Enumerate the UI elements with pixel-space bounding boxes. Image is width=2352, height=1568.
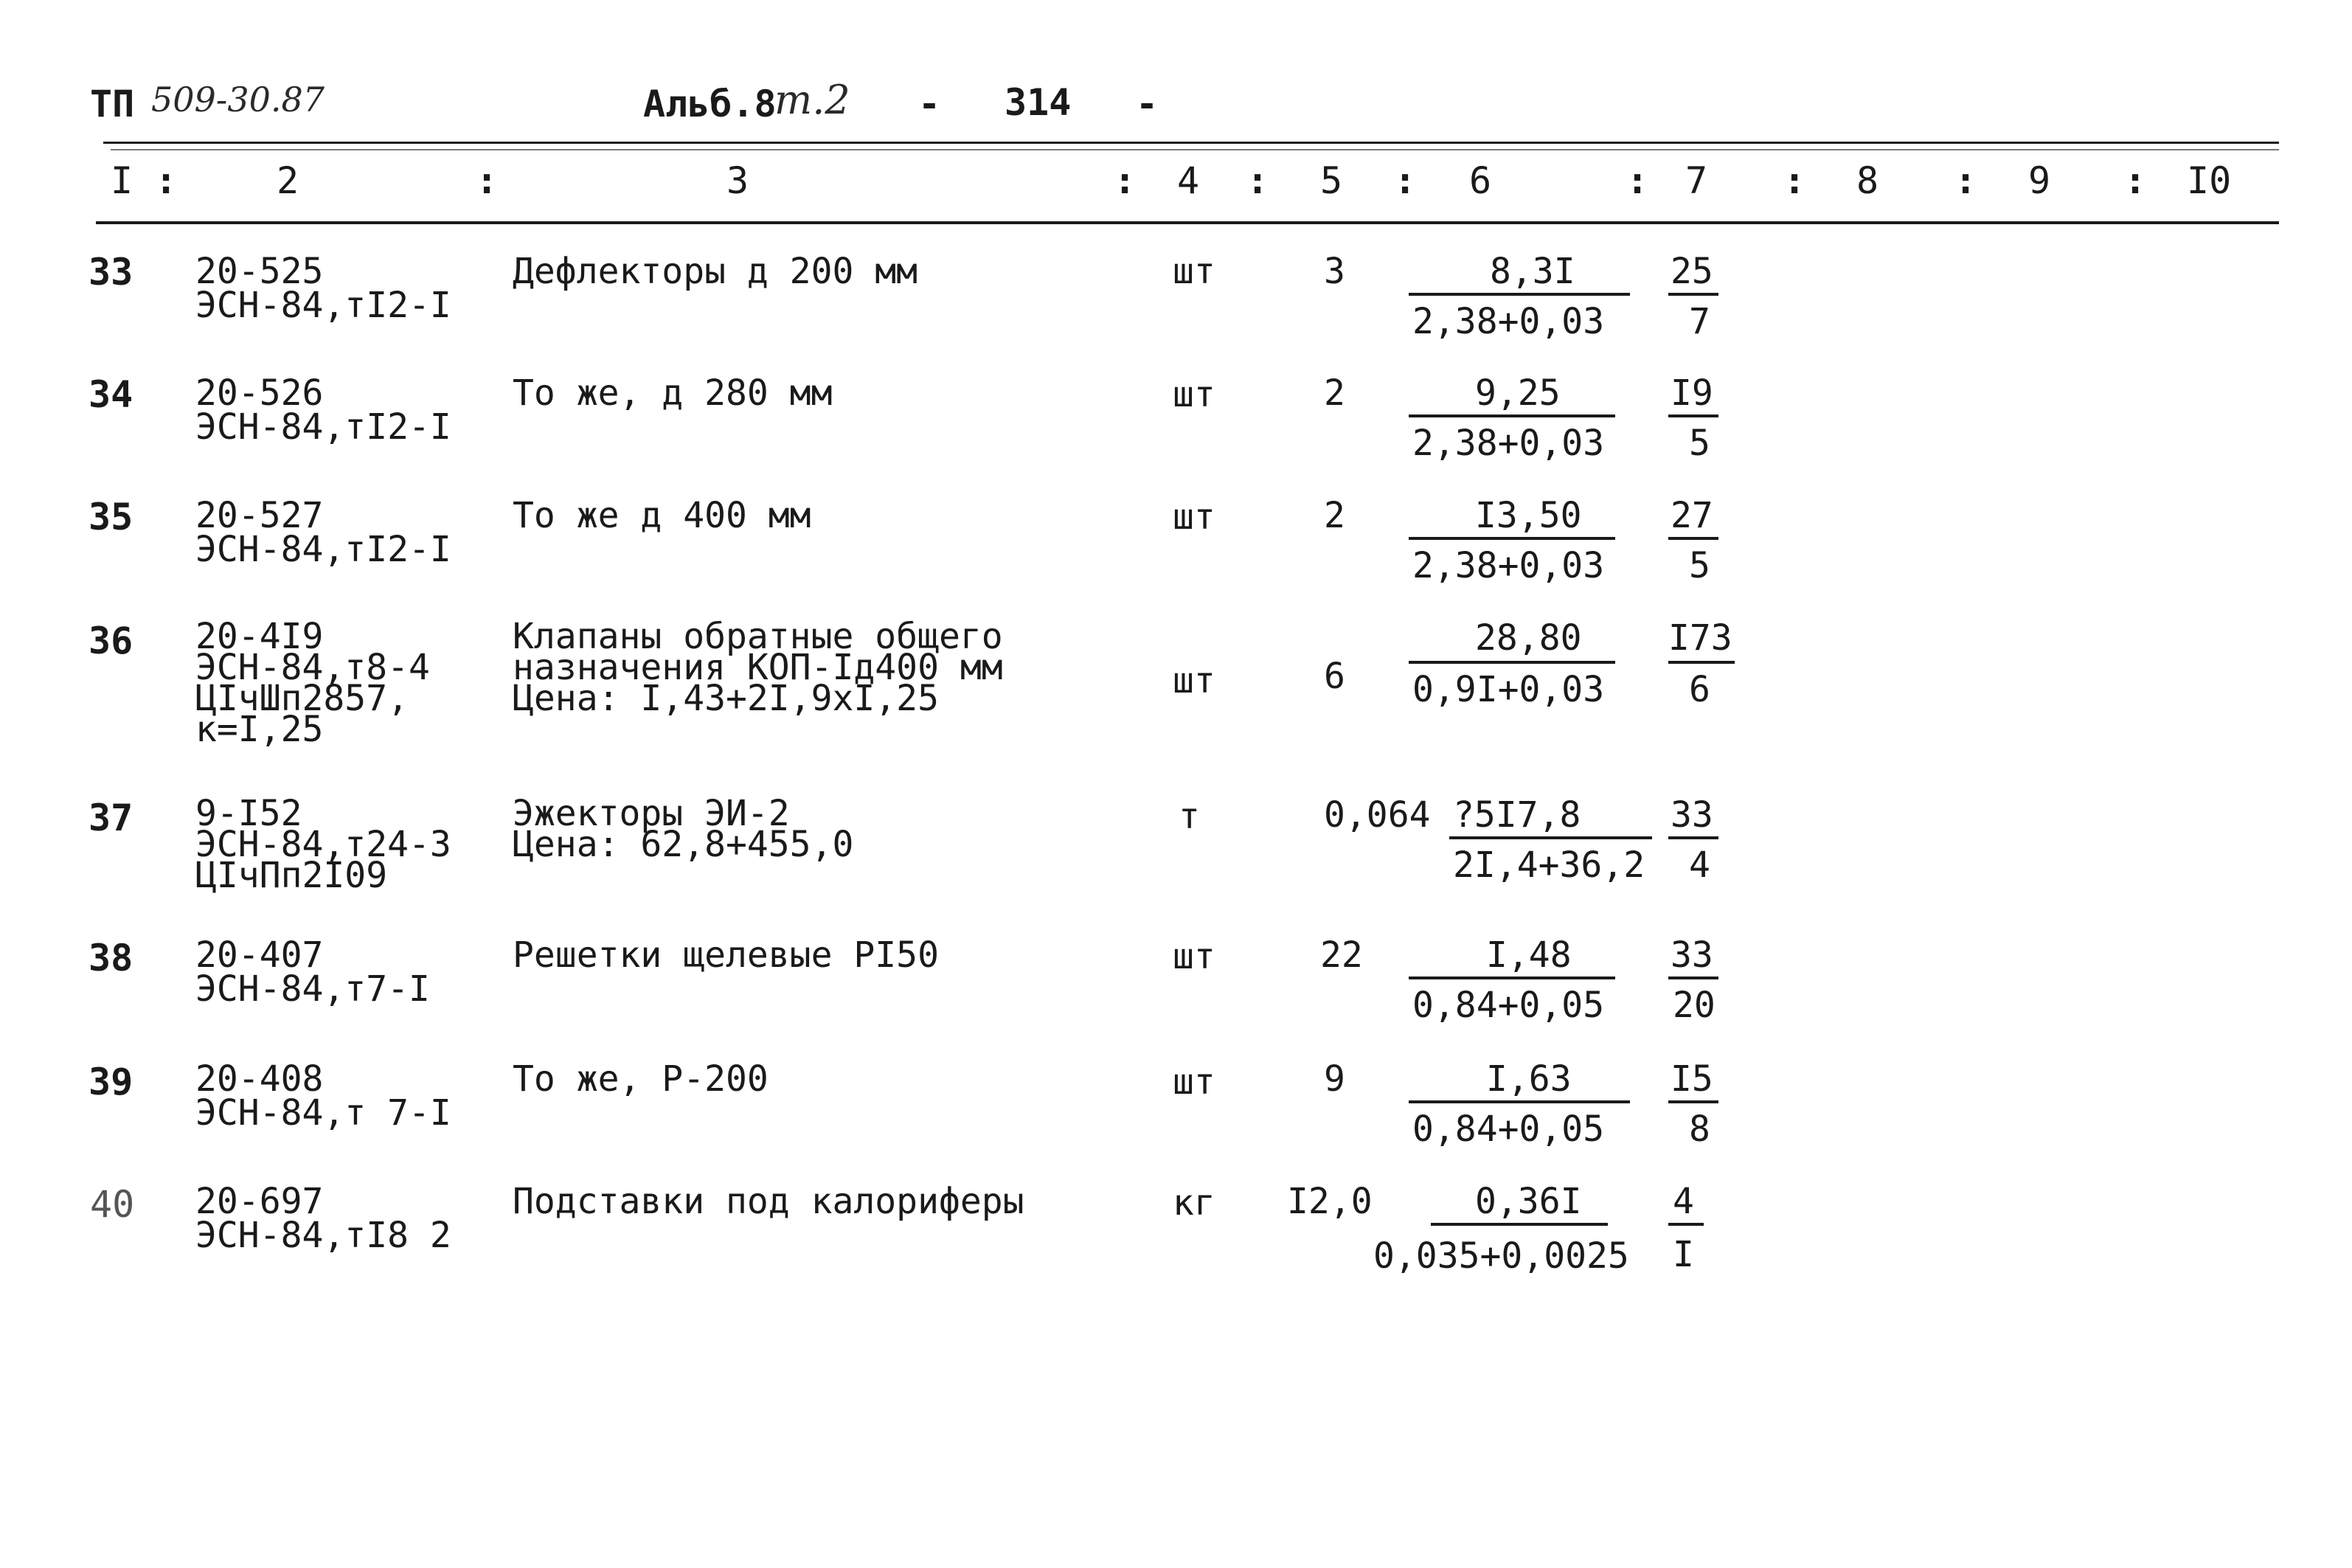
description: То же, д 280 мм (513, 372, 833, 414)
description: Подставки под калориферы (513, 1181, 1024, 1222)
col-separator: : (1114, 159, 1137, 202)
total-underline (1668, 661, 1735, 664)
quantity: 2 (1324, 372, 1345, 414)
doc-code-handwritten: 509-30.87 (151, 80, 325, 119)
header-dash-right: - (1136, 83, 1159, 125)
unit: т (1179, 796, 1200, 837)
fraction-line (1409, 976, 1615, 979)
total-cost: 33 (1671, 934, 1713, 976)
unit-price-wages: 0,035+0,0025 (1373, 1235, 1629, 1277)
row-number: 37 (89, 797, 133, 839)
col-separator: : (1783, 159, 1806, 202)
norm-code: 9-I52 ЭСН-84,т24-3 ЦIчПп2I09 (195, 793, 451, 896)
total-underline (1668, 836, 1718, 839)
album-handwritten: т.2 (774, 77, 850, 123)
description: Эжекторы ЭИ-2 Цена: 62,8+455,0 (513, 793, 854, 865)
header-rule-second (111, 149, 2279, 150)
row-number: 34 (89, 373, 133, 416)
header-dash-left: - (918, 83, 941, 125)
total-wages: 20 (1673, 985, 1716, 1026)
col-header-10: I0 (2187, 159, 2232, 202)
unit-price-total: 0,36I (1475, 1181, 1582, 1222)
unit: шт (1173, 936, 1215, 977)
quantity: 2 (1324, 495, 1345, 536)
row-number: 38 (89, 937, 133, 979)
total-wages: 7 (1689, 301, 1710, 342)
unit-price-total: 28,80 (1475, 617, 1582, 659)
fraction-line (1449, 836, 1652, 839)
unit: шт (1173, 374, 1215, 415)
unit-price-total: ?5I7,8 (1453, 794, 1581, 836)
column-header-rule (96, 221, 2279, 224)
description: То же, Р-200 (513, 1058, 769, 1100)
norm-code: 20-526 ЭСН-84,тI2-I (195, 372, 451, 448)
quantity: 6 (1324, 656, 1345, 697)
unit-price-wages: 0,84+0,05 (1412, 985, 1605, 1026)
norm-code: 20-697 ЭСН-84,тI8 2 (195, 1181, 451, 1256)
col-header-4: 4 (1177, 159, 1200, 202)
unit-price-total: 8,3I (1490, 251, 1575, 292)
norm-code: 20-525 ЭСН-84,тI2-I (195, 251, 451, 326)
row-number: 39 (89, 1061, 133, 1103)
fraction-line (1409, 661, 1615, 664)
unit-price-wages: 2,38+0,03 (1412, 423, 1605, 464)
total-underline (1668, 293, 1718, 296)
norm-code: 20-408 ЭСН-84,т 7-I (195, 1058, 451, 1134)
quantity: 22 (1320, 934, 1363, 976)
col-header-8: 8 (1856, 159, 1879, 202)
fraction-line (1409, 414, 1615, 417)
description: Решетки щелевые PI50 (513, 934, 939, 976)
col-separator: : (155, 159, 178, 202)
page-number: 314 (1005, 81, 1072, 124)
total-underline (1668, 1223, 1704, 1226)
col-separator: : (1246, 159, 1269, 202)
total-wages: 4 (1689, 844, 1710, 886)
total-wages: 5 (1689, 423, 1710, 464)
unit-price-wages: 0,9I+0,03 (1412, 669, 1605, 710)
unit-price-total: I,48 (1486, 934, 1572, 976)
col-separator: : (476, 159, 499, 202)
fraction-line (1409, 1100, 1630, 1103)
header-rule-top (103, 142, 2279, 144)
col-header-1: I (111, 159, 133, 202)
row-number: 36 (89, 620, 133, 662)
row-number: 40 (90, 1183, 135, 1226)
fraction-line (1431, 1223, 1608, 1226)
quantity: 3 (1324, 251, 1345, 292)
unit-price-total: I3,50 (1475, 495, 1582, 536)
quantity: 9 (1324, 1058, 1345, 1100)
description: То же д 400 мм (513, 495, 811, 536)
unit-price-wages: 0,84+0,05 (1412, 1109, 1605, 1150)
unit: шт (1173, 496, 1215, 538)
description: Клапаны обратные общего назначения КОП-Iд400 мм Цена: I,43+2I,9хI,25 (513, 616, 1003, 719)
col-separator: : (1954, 159, 1977, 202)
norm-code: 20-407 ЭСН-84,т7-I (195, 934, 430, 1010)
total-wages: I (1673, 1234, 1694, 1275)
total-underline (1668, 976, 1718, 979)
row-number: 33 (89, 251, 133, 294)
norm-code: 20-4I9 ЭСН-84,т8-4 ЦIчШп2857, к=I,25 (195, 616, 430, 750)
unit-price-total: 9,25 (1475, 372, 1561, 414)
fraction-line (1409, 537, 1615, 540)
total-cost: I5 (1671, 1058, 1713, 1100)
description: Дефлекторы д 200 мм (513, 251, 918, 292)
unit-price-wages: 2I,4+36,2 (1453, 844, 1645, 886)
col-header-9: 9 (2028, 159, 2051, 202)
unit: шт (1173, 251, 1215, 292)
col-header-7: 7 (1685, 159, 1708, 202)
col-header-3: 3 (726, 159, 749, 202)
total-underline (1668, 414, 1718, 417)
fraction-line (1409, 293, 1630, 296)
total-cost: 27 (1671, 495, 1713, 536)
album-print: Альб.8 (643, 83, 777, 125)
total-underline (1668, 1100, 1718, 1103)
unit: шт (1173, 660, 1215, 701)
unit: кг (1173, 1182, 1215, 1224)
total-underline (1668, 537, 1718, 540)
doc-code-print: ТП (90, 83, 135, 125)
unit-price-wages: 2,38+0,03 (1412, 545, 1605, 586)
unit-price-wages: 2,38+0,03 (1412, 301, 1605, 342)
col-header-2: 2 (277, 159, 299, 202)
row-number: 35 (89, 496, 133, 538)
total-cost: 25 (1671, 251, 1713, 292)
total-cost: I73 (1668, 617, 1732, 659)
total-wages: 5 (1689, 545, 1710, 586)
quantity: I2,0 (1287, 1181, 1373, 1222)
total-cost: 4 (1673, 1181, 1694, 1222)
col-separator: : (2124, 159, 2147, 202)
col-separator: : (1394, 159, 1417, 202)
unit-price-total: I,63 (1486, 1058, 1572, 1100)
total-cost: I9 (1671, 372, 1713, 414)
col-separator: : (1626, 159, 1649, 202)
quantity: 0,064 (1324, 794, 1431, 836)
norm-code: 20-527 ЭСН-84,тI2-I (195, 495, 451, 570)
total-wages: 6 (1689, 669, 1710, 710)
col-header-5: 5 (1320, 159, 1343, 202)
total-cost: 33 (1671, 794, 1713, 836)
total-wages: 8 (1689, 1109, 1710, 1150)
unit: шт (1173, 1061, 1215, 1103)
col-header-6: 6 (1469, 159, 1492, 202)
